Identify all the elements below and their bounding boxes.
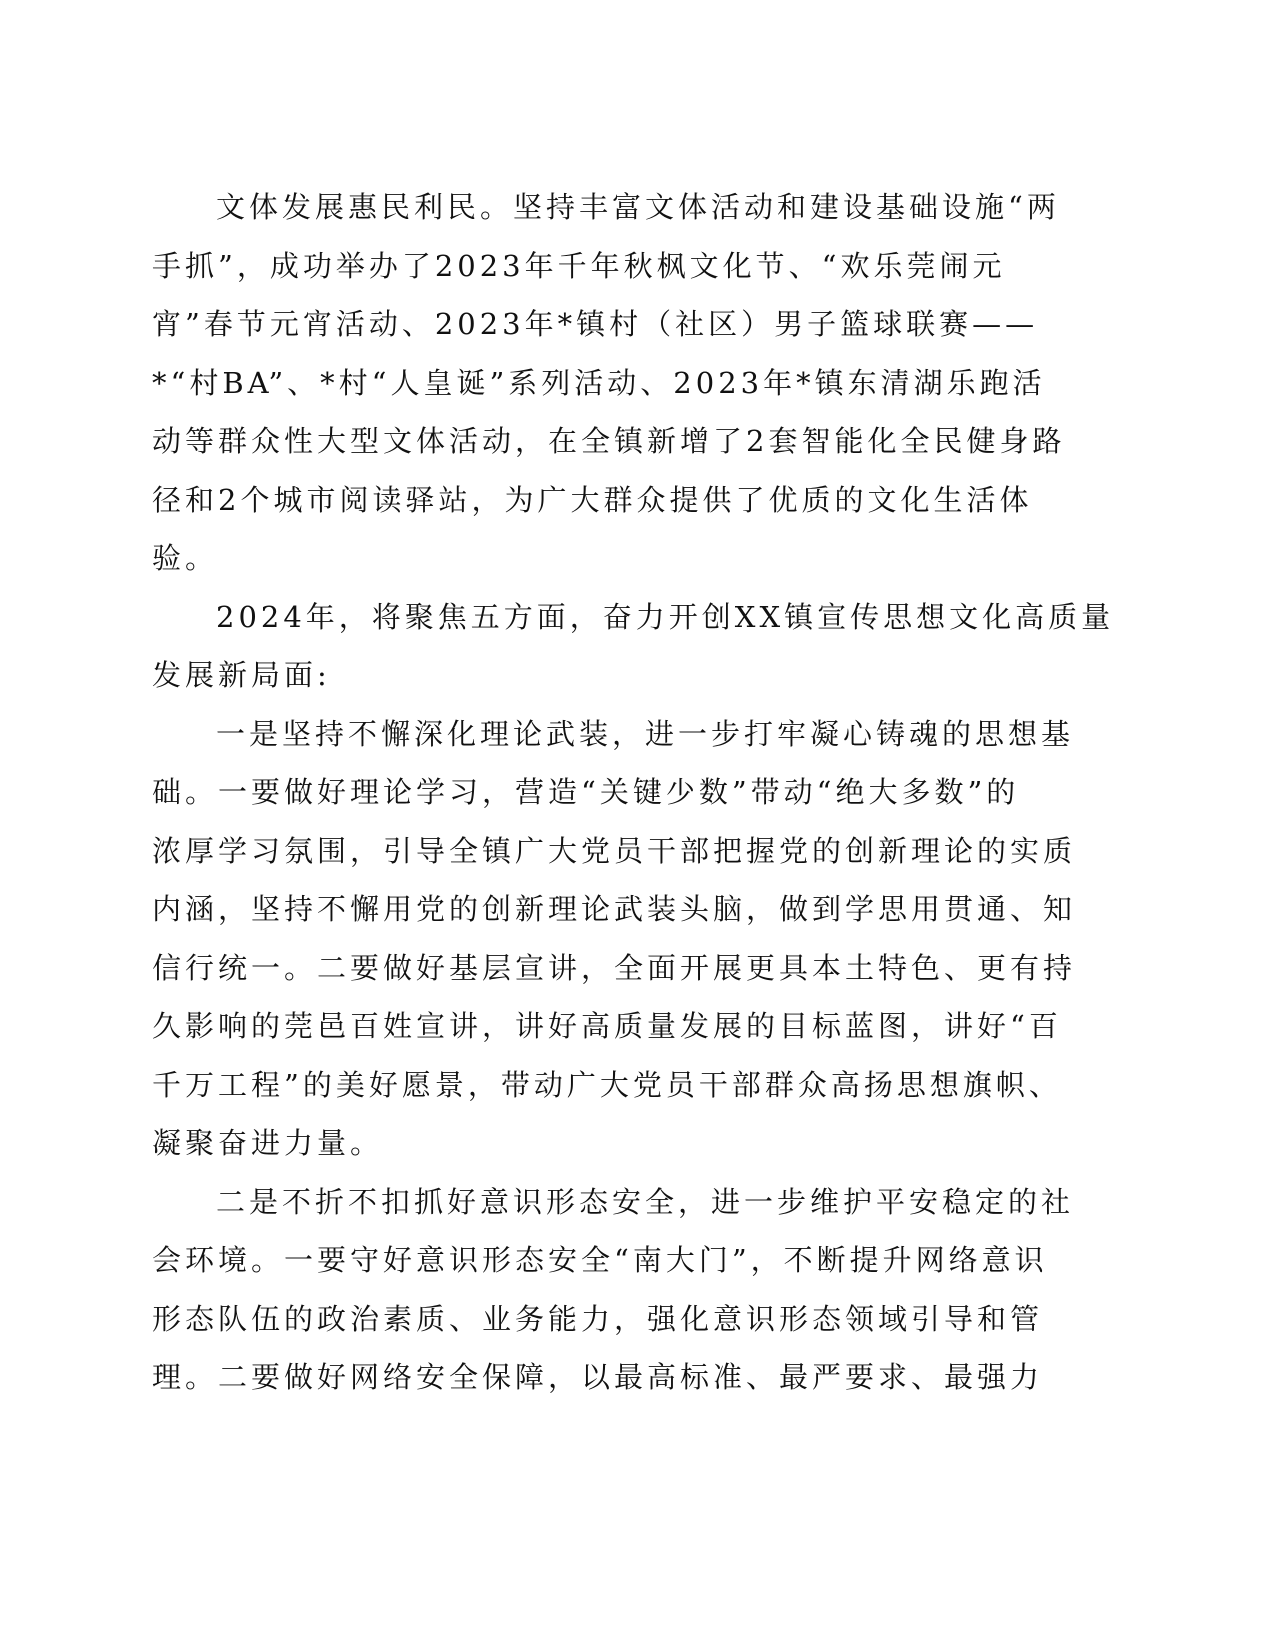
text-line: 会环境。一要守好意识形态安全“南大门”，不断提升网络意识 xyxy=(152,1243,1048,1277)
text-line: 验。 xyxy=(152,541,219,575)
text-line: 二是不折不扣抓好意识形态安全，进一步维护平安稳定的社 xyxy=(216,1184,1075,1219)
text-line: 理。二要做好网络安全保障，以最高标准、最严要求、最强力 xyxy=(152,1360,1044,1394)
text-line: 动等群众性大型文体活动，在全镇新增了2套智能化全民健身路 xyxy=(152,424,1066,458)
text-line: 久影响的莞邑百姓宣讲，讲好高质量发展的目标蓝图，讲好“百 xyxy=(152,1009,1062,1043)
text-line: 形态队伍的政治素质、业务能力，强化意识形态领域引导和管 xyxy=(152,1301,1044,1336)
paragraph-theory-armament xyxy=(152,705,1092,1173)
paragraph-2024-plan xyxy=(152,588,1115,705)
text-line: 宵”春节元宵活动、2023年*镇村（社区）男子篮球联赛—— xyxy=(152,307,1039,341)
text-line: 内涵，坚持不懈用党的创新理论武装头脑，做到学思用贯通、知 xyxy=(152,892,1077,926)
text-line: 一是坚持不懈深化理论武装，进一步打牢凝心铸魂的思想基 xyxy=(216,716,1075,751)
text-line: 千万工程”的美好愿景，带动广大党员干部群众高扬思想旗帜、 xyxy=(152,1067,1062,1102)
text-line: 2024年，将聚焦五方面，奋力开创XX镇宣传思想文化高质量 xyxy=(216,599,1115,634)
text-line: 础。一要做好理论学习，营造“关键少数”带动“绝大多数”的 xyxy=(152,775,1020,809)
text-line: 发展新局面: xyxy=(152,658,331,692)
text-line: 浓厚学习氛围，引导全镇广大党员干部把握党的创新理论的实质 xyxy=(152,833,1077,868)
text-line: 径和2个城市阅读驿站，为广大群众提供了优质的文化生活体 xyxy=(152,482,1033,517)
document-body xyxy=(152,178,1115,1407)
text-line: 信行统一。二要做好基层宣讲，全面开展更具本土特色、更有持 xyxy=(152,950,1077,985)
paragraph-culture-sports xyxy=(152,178,1092,588)
text-line: 文体发展惠民利民。坚持丰富文体活动和建设基础设施“两 xyxy=(216,190,1060,224)
text-line: *“村BA”、*村“人皇诞”系列活动、2023年*镇东清湖乐跑活 xyxy=(152,365,1046,400)
paragraph-ideology-security xyxy=(152,1173,1092,1407)
text-line: 凝聚奋进力量。 xyxy=(152,1126,384,1160)
text-line: 手抓”，成功举办了2023年千年秋枫文化节、“欢乐莞闹元 xyxy=(152,248,1006,283)
